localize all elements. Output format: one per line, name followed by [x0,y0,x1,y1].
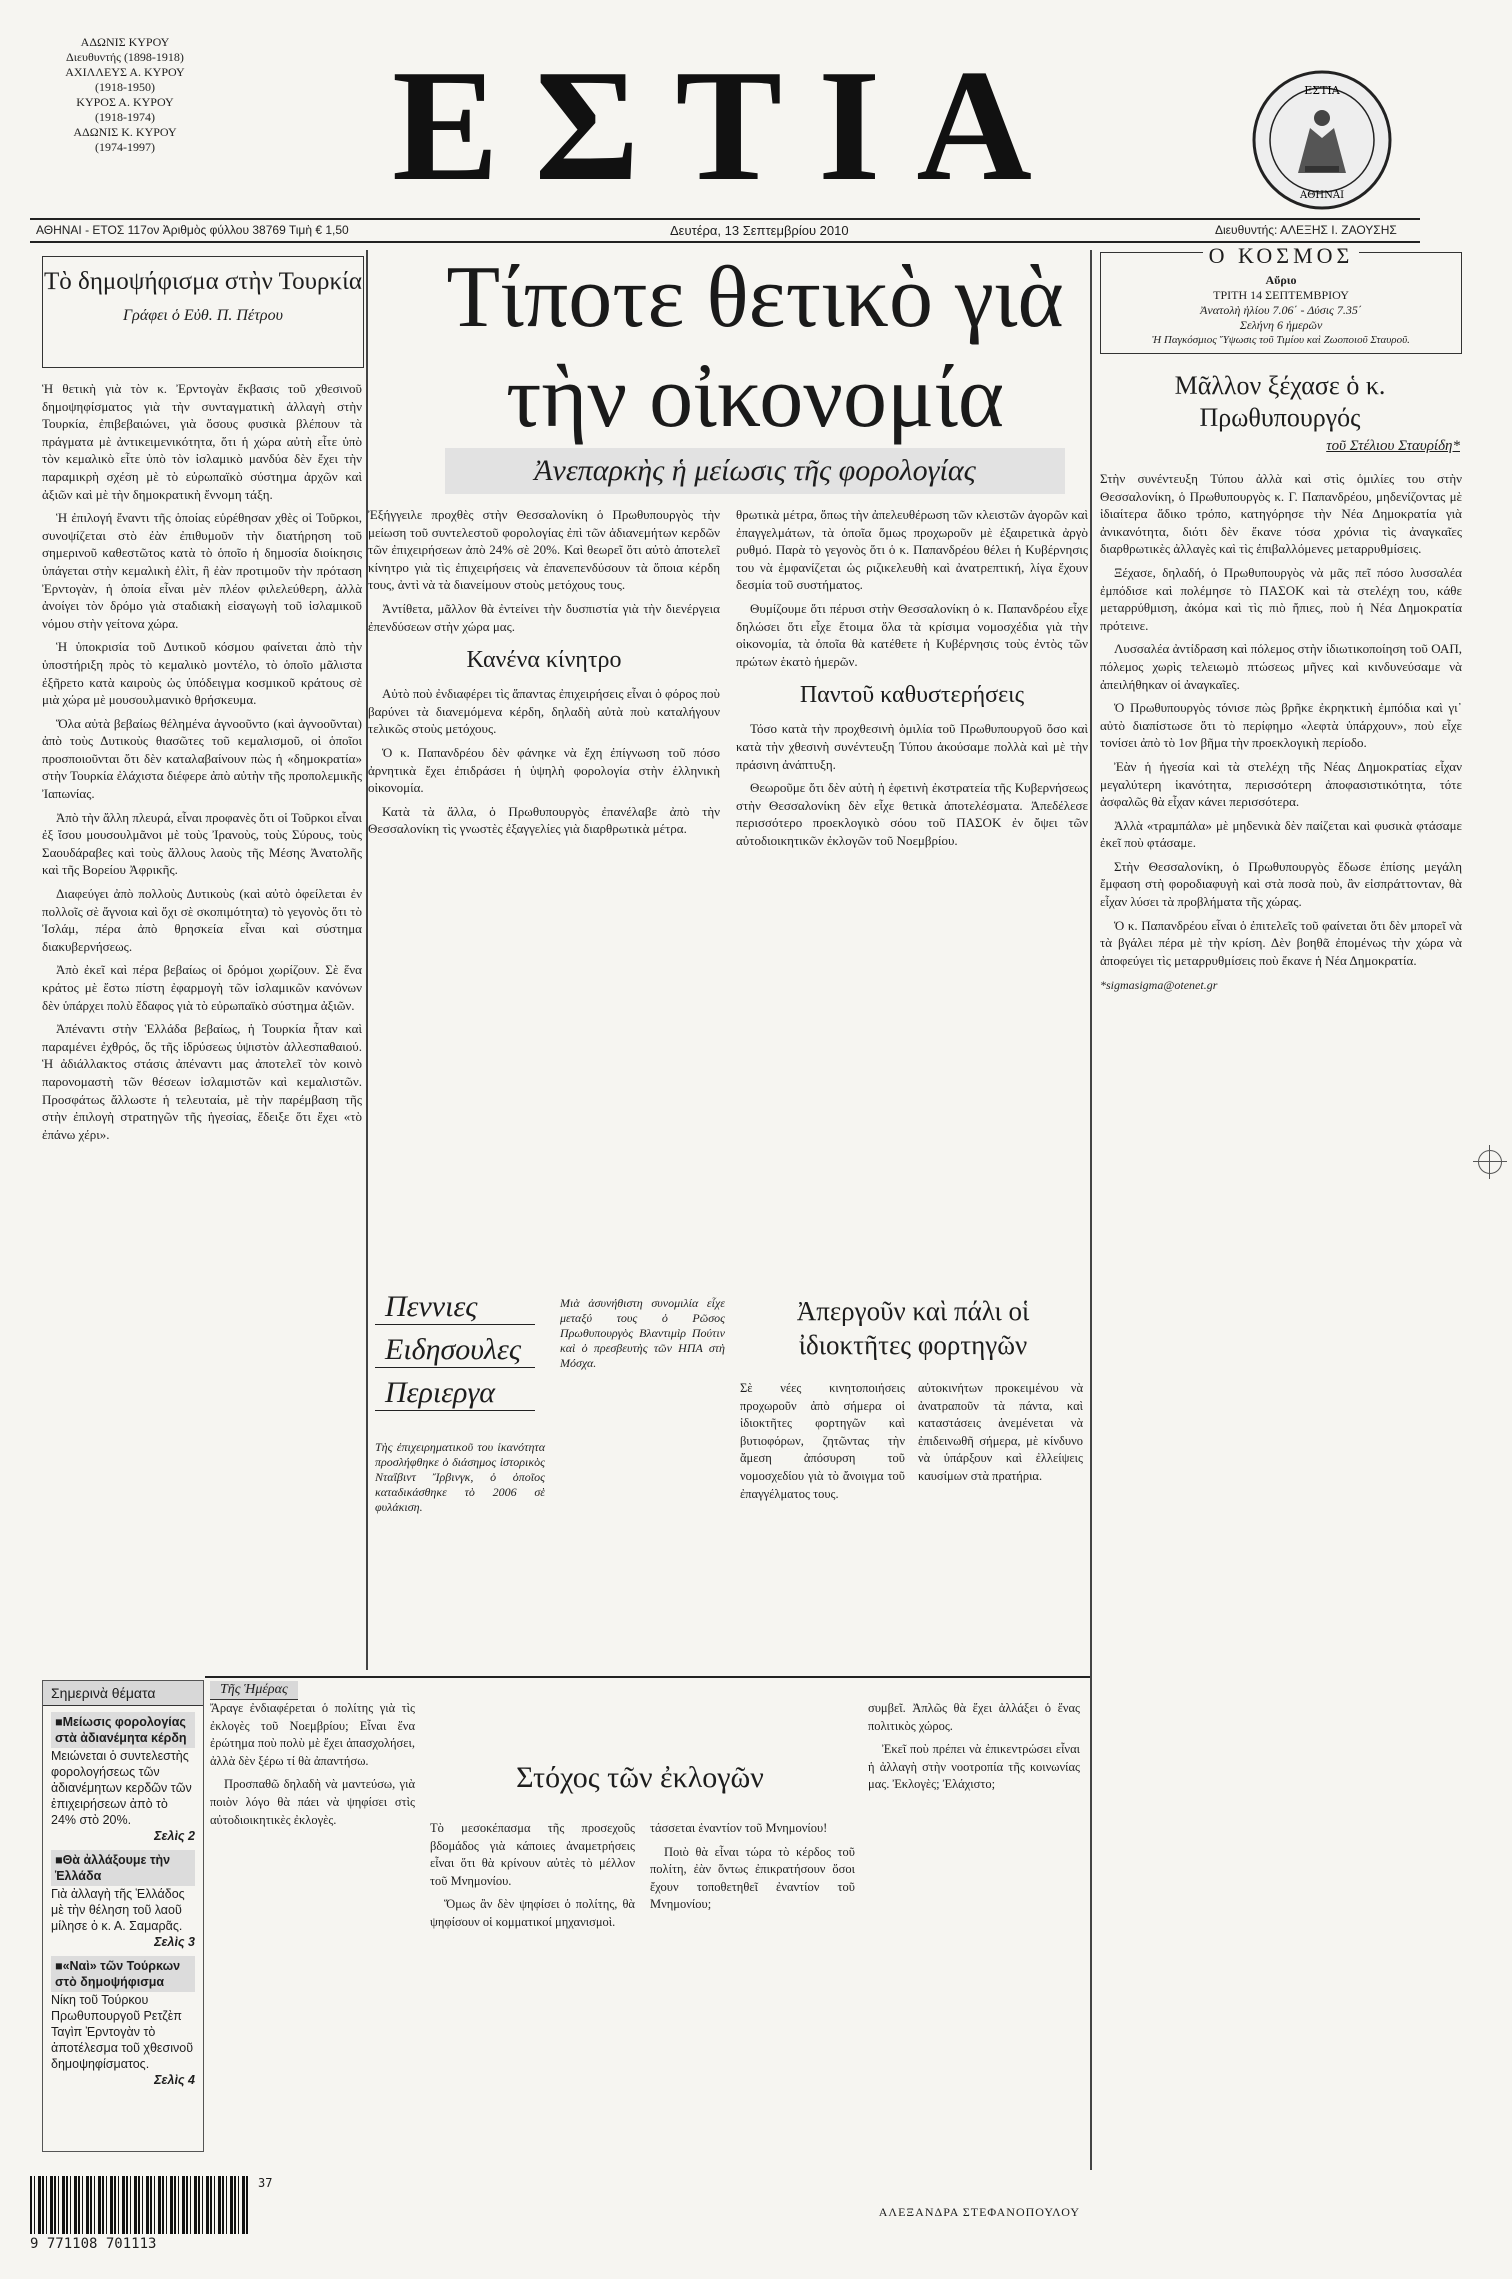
paragraph: συμβεῖ. Ἀπλῶς θὰ ἔχει ἀλλάξει ὁ ἕνας πολιτικὸς χώρος. [868,1701,1080,1733]
topic-head: ■ Μείωσις φορολογίας στὰ ἀδιανέμητα κέρδη [51,1712,195,1748]
registration-mark-icon [1478,1150,1502,1174]
paragraph: Θυμίζουμε ὅτι πέρυσι στὴν Θεσσαλονίκη ὁ κ. Παπανδρέου εἶχε δηλώσει ὅτι εἶχε ἕτοιμα ὅλα τὰ κρίσιμα νομοσχέδια γιὰ τὴν οἰκονομία, τὰ ὁποῖα θὰ κατέθετε ἡ Κυβέρνησις τοὺς ἐντὸς τῶν πρώτων ἑκατὸ ἡμερῶν. [736,600,1088,669]
paragraph: Ἡ θετικὴ γιὰ τὸν κ. Ἐρντογὰν ἔκβασις τοῦ χθεσινοῦ δημοψηφίσματος γιὰ τὴν συνταγματικὴ ἀλλαγὴ στὴν Τουρκία, ἐπιβεβαιώνει, γιὰ ὅσους φυσικὰ βλέπουν τὰ πράγματα μὲ ἀντικειμενικότητα, ὅτι ἡ χώρα αὐτὴ εἶτε ὑπὸ τὸν κεμαλικὸ εἶτε ὑπὸ τὸν ἰσλαμικὸ μανδύα δὲν ἔχει τὴν παραμικρὴ σχέση μὲ τὸ εὐρωπαϊκὸ σύστημα ἀρχῶν καὶ ἀξιῶν καὶ μὲ τὴν δημοκρατικὴ ἔννομη τάξη. [42,381,362,502]
topic-page: Σελὶς 2 [154,1829,195,1843]
founder-line: (1974-1997) [95,140,155,154]
topic-head: ■ «Ναὶ» τῶν Τούρκων στὸ δημοψήφισμα [51,1956,195,1992]
paragraph: Λυσσαλέα ἀντίδραση καὶ πόλεμος στὴν ἰδιωτικοποίηση τοῦ ΟΑΠ, πόλεμος χωρὶς τελειωμὸ πτώσεως μῆνες καὶ κινδυνεύσαμε νὰ ἀπειλήθηκαν οἱ ἀναγκαῖες. [1100,641,1462,692]
column-divider [1090,250,1092,2170]
tis-imeras-col1 [210,1700,415,1835]
founder-line: ΚΥΡΟΣ Α. ΚΥΡΟΥ [76,95,174,109]
main-article-col2 [736,506,1088,1266]
founder-line: Διευθυντής (1898-1918) [66,50,184,64]
left-article-title: Τὸ δημοψήφισμα στὴν Τουρκία [44,268,362,295]
issue-date: Δευτέρα, 13 Σεπτεμβρίου 2010 [670,223,849,238]
section-heading: Κανένα κίνητρο [466,647,622,674]
paragraph: Διαφεύγει ἀπὸ πολλοὺς Δυτικοὺς (καὶ αὐτὸ ὀφείλεται ἐν πολλοῖς σὲ ἄγνοια καὶ ὄχι σὲ σκοπιμότητα) τὸ γεγονὸς ὅτι τὸ Ἰσλάμ, πέρα ἀπὸ θρησκεία εἶναι καὶ σύστημα διακυβερνήσεως. [42,886,362,954]
topic-text: Μειώνεται ὁ συντελεστὴς φορολογήσεως τῶν ἀδιανέμητων κερδῶν τῶν ἐπιχειρήσεων ἀπὸ τὸ 24% στὸ 20%. [51,1749,192,1827]
today-topics-title: Σημερινὰ θέματα [43,1681,203,1706]
topic-head: ■ Θὰ ἀλλάξουμε τὴν Ἑλλάδα [51,1850,195,1886]
paragraph: Ἄραγε ἐνδιαφέρεται ὁ πολίτης γιὰ τὶς ἐκλογὲς τοῦ Νοεμβρίου; Εἶναι ἕνα ἐρώτημα ποὺ πολὺ μὲ ἔχει ἀπασχολήσει, ἀλλὰ δὲν ξέρω τί θὰ ἀπαντήσω. [210,1701,415,1768]
issue-info: ΑΘΗΝΑΙ - ΕΤΟΣ 117ον Ἀριθμὸς φύλλου 38769 Τιμὴ € 1,50 [36,223,349,237]
director-name: Διευθυντής: ΑΛΕΞΗΣ Ι. ΖΑΟΥΣΗΣ [1215,223,1397,237]
paragraph: Ὁ κ. Παπανδρέου δὲν φάνηκε νὰ ἔχη ἐπίγνωση τοῦ πόσο ἀρνητικὰ ἔχει ἐπιδράσει ἡ ὑψηλὴ φορολογία στὴν ἑλληνικὴ οἰκονομία. [368,744,720,796]
kosmos-title: Ο ΚΟΣΜΟΣ [1203,243,1360,268]
barcode [30,2176,310,2266]
right-article-title: Μᾶλλον ξέχασε ὁ κ. Πρωθυπουργός [1174,371,1386,432]
topic-page: Σελὶς 4 [154,2073,195,2087]
kosmos-moon: Σελήνη 6 ἡμερῶν [1239,318,1323,332]
pennies-label: Ειδησουλες [375,1333,535,1368]
main-article-col1 [368,506,720,1266]
paragraph: Ἀπέναντι στὴν Ἑλλάδα βεβαίως, ἡ Τουρκία ἦταν καὶ παραμένει ἐχθρός, ὅς τῆς ἰδρύσεως ὑψιστὸν ἀλλεσπαθαιού. Ἡ ἀδιάλλακτος στάσις ἀπέναντι μας ἀποτελεῖ τὸν κοινὸ παρονομαστὴ τῶν θέσεων ἰσλαμιστῶν καὶ κεμαλιστῶν. Προσφάτως ἄλλωστε ἡ τελευταία, μὲ τὴν παρέμβαση τῆς στὴν ἐπιλογὴ στρατηγῶν τῆς ἡγεσίας, ἔδειξε ὅτι ἔχει «τὸ ἐπάνω χέρι». [42,1021,362,1142]
paragraph: Ὁ Πρωθυπουργὸς τόνισε πὼς βρῆκε ἐκρηκτικὴ ἐμπόδια καὶ γι᾿ αὐτὸ διαπίστωσε ὅτι τὸ περίφημο «λεφτὰ ὑπάρχουν», ποὺ εἶχε τονίσει ἀπὸ τὸ 1ον βῆμα τὴν προεκλογικὴ περίοδο. [1100,700,1462,751]
right-article-footnote: *sigmasigma@otenet.gr [1100,978,1218,993]
barcode-number: 9 771108 701113 [30,2236,157,2252]
tis-imeras-title: Στόχος τῶν ἐκλογῶν [516,1761,764,1794]
paragraph: Ἡ ἐπιλογή ἔναντι τῆς ὁποίας εὑρέθησαν χθὲς οἱ Τοῦρκοι, συνοψίζεται στὸ ἐὰν ἐπιθυμοῦν τὴν διατήρηση τοῦ σημερινοῦ καθεστῶτος κατὰ τὸ ὁποῖο ἡ δημοσία διοίκησις ὑπάγεται στὴν κεμαλικὴ ἐλὶτ, ἢ ἐὰν προτιμοῦν τὴν πρόταση Ἐρντογὰν, ἡ ὁποία εἶναι μὲν πλέον φιλελεύθερη, ἀλλὰ ἀνοίγει τὸν δρόμο γιὰ σταδιακὴ εἰσαγωγὴ τοῦ ἰσλαμικοῦ νόμου στὴν γείτονα χώρα. [42,510,362,631]
topic-item[interactable] [51,1956,195,2088]
paragraph: Ἐξήγγειλε προχθὲς στὴν Θεσσαλονίκη ὁ Πρωθυπουργὸς τὴν μείωση τοῦ συντελεστοῦ φορολογίας ἐπὶ τῶν ἀδιανεμήτων κερδῶν τῶν ἐπιχειρήσεων ἀπὸ 24% σὲ 20%. Καὶ θεωρεῖ ὅτι αὐτὸ ἀποτελεῖ κίνητρο γιὰ τὶς ἐπιχειρήσεις νὰ ἐπανεπενδύσουν τὰ ὅποια κέρδη τους, ἀντὶ νὰ τὰ διανείμουν στοὺς μετόχους τους. [368,507,720,593]
tis-imeras-col4 [868,1700,1080,1800]
paragraph: Ἀλλὰ «τραμπάλα» μὲ μηδενικὰ δὲν παίζεται καὶ φυσικὰ φτάσαμε ἐκεῖ ποὺ φτάσαμε. [1100,817,1462,851]
seal-text-top: ΕΣΤΙΑ [1304,84,1340,97]
paragraph: Ἐκεῖ ποὺ πρέπει νὰ ἐπικεντρώσει εἶναι ἡ ἀλλαγὴ στὴν νοοτροπία τῆς κοινωνίας μας. Ἐκλογὲς; Ἐλάχιστο; [868,1742,1080,1792]
founder-line: (1918-1950) [95,80,155,94]
kosmos-box [1100,243,1462,354]
topic-page: Σελὶς 3 [154,1935,195,1949]
paragraph: Ποιὸ θὰ εἶναι τώρα τὸ κέρδος τοῦ πολίτη, ἐὰν ὅντως ἐπικρατήσουν ὅσοι ἔχουν τοποθετηθεῖ ἐναντίον τοῦ Μνημονίου; [650,1844,855,1912]
pennies-labels [375,1290,555,1411]
right-article-header [1100,370,1460,455]
paragraph: Ὅλα αὐτὰ βεβαίως θέλημένα ἀγνοοῦντο (καὶ ἀγνοοῦνται) ἀπὸ τοὺς Δυτικοὺς θιασῶτες τοῦ κεμαλισμοῦ, οἱ ὁποῖοι προσποιοῦνται ὅτι δὲν καταλαβαίνουν πὼς ἡ «δημοκρατία» στὴν Τουρκία ἐλάχιστα διέφερε ἀπὸ αὐτὴν τῆς προπολεμικῆς Ἰαπωνίας. [42,715,362,802]
strike-article-title: Ἀπεργοῦν καὶ πάλι οἱ ἰδιοκτῆτες φορτηγῶν [796,1296,1030,1360]
paragraph: Ἀπὸ ἐκεῖ καὶ πέρα βεβαίως οἱ δρόμοι χωρίζουν. Σὲ ἕνα κράτος μὲ ἔστω πίστη ἐφαρμογὴ τῶν ἰσλαμικῶν κανόνων δὲν ὑπάρχει πολὺ ἔδαφος γιὰ τὸ εὐρωπαϊκὸ σύστημα ἀξιῶν. [42,962,362,1013]
founder-line: ΑΔΩΝΙΣ Κ. ΚΥΡΟΥ [73,125,177,139]
main-subhead: Ἀνεπαρκὴς ἡ μείωσις τῆς φορολογίας [445,448,1065,494]
section-heading: Παντοῦ καθυστερήσεις [799,682,1025,709]
topic-text: Νίκη τοῦ Τούρκου Πρωθυπουργοῦ Ρετζὲπ Ταγὶπ Ἐρντογὰν τὸ ἀποτέλεσμα τοῦ χθεσινοῦ δημοψηφίσματος. [51,1993,194,2071]
pennies-label: Πεννιες [375,1290,535,1325]
column-divider [366,250,368,1670]
paragraph: Ξέχασε, δηλαδή, ὁ Πρωθυπουργὸς νὰ μᾶς πεῖ πόσο λυσσαλέα ἐμπόδισε καὶ πολέμησε τὸ ΠΑΣΟΚ καὶ τὰ στελέχη του, κάθε μεταρρύθμιση, ἀκόμα καὶ τὶς πιὸ ἤπιες, ποὺ ἡ Νέα Δημοκρατία πρότεινε. [1100,564,1462,633]
founder-line: ΑΧΙΛΛΕΥΣ Α. ΚΥΡΟΥ [65,65,185,79]
left-article-header [42,256,364,368]
paragraph: Ὅμως ἂν δὲν ψηφίσει ὁ πολίτης, θὰ ψηφίσουν οἱ κομματικοί μηχανισμοὶ. [430,1897,635,1929]
tis-imeras-signature: ΑΛΕΞΑΝΔΡΑ ΣΤΕΦΑΝΟΠΟΥΛΟΥ [878,2205,1080,2219]
paragraph: Τόσο κατὰ τὴν προχθεσινὴ ὁμιλία τοῦ Πρωθυπουργοῦ ὅσο καὶ κατὰ τὴν χθεσινὴ συνέντευξη Τύπου ἀκούσαμε πολλὰ καὶ μὲ τὴν πράσινη ἀνάπτυξη. [736,721,1088,772]
paragraph: Κατὰ τὰ ἄλλα, ὁ Πρωθυπουργὸς ἐπανέλαβε ἀπὸ τὴν Θεσσαλονίκη τὶς γνωστὲς ἐξαγγελίες γιὰ διαρθρωτικὰ μέτρα. [368,803,720,837]
topic-text: Γιὰ ἀλλαγὴ τῆς Ἑλλάδος μὲ τὴν θέληση τοῦ λαοῦ μίλησε ὁ κ. Α. Σαμαρᾶς. [51,1887,185,1933]
masthead-title: ΕΣΤΙΑ [392,36,1068,214]
tis-imeras-col2 [430,1820,635,1938]
paragraph: τάσσεται ἐναντίον τοῦ Μνημονίου! [650,1821,828,1835]
topic-item[interactable] [51,1712,195,1844]
pennies-item-2: Μιὰ ἀσυνήθιστη συνομιλία εἶχε μεταξύ τους ὁ Ρῶσος Πρωθυπουργὸς Βλαντιμὶρ Πούτιν καὶ ὁ πρεσβευτὴς τῶν ΗΠΑ στὴ Μόσχα. [560,1296,725,1370]
kosmos-sun: Ἀνατολὴ ἡλίου 7.06΄ - Δύσις 7.35΄ [1200,303,1362,317]
pennies-item-1: Τὴς ἐπιχειρηματικοῦ του ἰκανότητα προσλήφθηκε ὁ διάσημος ἱστορικὸς Νταΐβιντ Ἴρβινγκ, ὁ ὁποῖος καταδικάσθηκε τὸ 2006 σὲ φυλάκιση. [375,1440,545,1514]
founders-list [40,35,210,155]
kosmos-feast: Ἡ Παγκόσμιος Ὕψωσις τοῦ Τιμίου καὶ Ζωοποιοῦ Σταυροῦ. [1152,334,1410,346]
paragraph: Προσπαθῶ δηλαδὴ νὰ μαντεύσω, γιὰ ποιὸν λόγο θὰ πάει νὰ ψηφίσει στὶς αὐτοδιοικητικὲς ἐκλογὲς. [210,1777,415,1827]
paragraph: Τὸ μεσοκέπασμα τῆς προσεχοῦς βδομάδος γιὰ κάποιες ἀναμετρήσεις εἶναι ὅτι θὰ κρίνουν αὐτὲς τὸ μέλλον τοῦ Μνημονίου. [430,1821,635,1888]
strike-article-col2: αὐτοκινήτων προκειμένου νὰ ἀνατραποῦν τὰ πάντα, καὶ καταστάσεις ἀνεμένεται νὰ ἐπιδεινωθῆ σήμερα, μὲ κίνδυνο νὰ ὑπάρξουν καὶ ἐλλείψεις καυσίμων στὰ πρατήρια. [918,1381,1083,1483]
topic-item[interactable] [51,1850,195,1950]
paragraph: Αὐτὸ ποὺ ἐνδιαφέρει τὶς ἅπαντας ἐπιχειρήσεις εἶναι ὁ φόρος ποὺ βαρύνει τὰ διανεμόμενα κέρδη, δηλαδὴ αὐτὰ ποὺ καταλήγουν τελικῶς στοὺς μετόχους. [368,686,720,737]
paragraph: Ἀντίθετα, μᾶλλον θὰ ἐντείνει τὴν δυσπιστία γιὰ τὴν διενέργεια ἐπενδύσεων στὴν χώρα μας. [368,600,720,634]
pennies-label: Περιεργα [375,1376,535,1411]
strike-article-col1: Σὲ νέες κινητοποιήσεις προχωροῦν ἀπὸ σήμερα οἱ ἰδιοκτῆτες φορτηγῶν καὶ βυτιοφόρων, ζητῶντας τὴν ἄμεση ἀπόσυρση τοῦ νομοσχεδίου γιὰ τὸ ἄνοιγμα τοῦ ἐπαγγέλματος τους. [740,1381,905,1501]
paragraph: Στὴν Θεσσαλονίκη, ὁ Πρωθυπουργὸς ἔδωσε ἐπίσης μεγάλη ἔμφαση στὴ φοροδιαφυγὴ καὶ στὰ ποσὰ ποὺ, ἂν εἰσπράττονταν, θὰ εἶχαν λύσει τὰ προβλήματα τῆς χώρας. [1100,858,1462,910]
kosmos-tomorrow: Αὔριο [1265,273,1297,287]
founder-line: (1918-1974) [95,110,155,124]
right-article-byline: τοῦ Στέλιου Σταυρίδη* [1326,438,1460,454]
seal-text-bottom: ΑΘΗΝΑΙ [1299,190,1345,201]
barcode-bars-icon [30,2176,250,2234]
tis-imeras-label: Τῆς Ἡμέρας [210,1681,298,1700]
paragraph: Ἡ ὑποκρισία τοῦ Δυτικοῦ κόσμου φαίνεται ἀπὸ τὴν ὑποστήριξη πρὸς τὸ κεμαλικὸ μοντέλο, τὸ ὁποῖο μᾶλιστα ἐξῆρετο κατὰ καιροὺς ὡς ὑπόδειγμα κοσμικοῦ κράτους σὲ μιὰ χώρα μὲ μουσουλμανικὸ θρήσκευμα. [42,639,362,708]
seal-logo-icon [1250,68,1395,213]
paragraph: Ἀπὸ τὴν ἄλλη πλευρά, εἶναι προφανὲς ὅτι οἱ Τοῦρκοι εἶναι ἐξ ἴσου μουσουλμᾶνοι μὲ τοὺς Ἰρανοὺς, τοὺς Σύρους, τοὺς Σαουδάραβες καὶ τοὺς ἄλλους λαοὺς τῆς Μέσης Ἀνατολῆς καὶ τῆς Βορείου Ἀφρικῆς. [42,809,362,878]
today-topics-box [42,1680,204,2152]
kosmos-date: ΤΡΙΤΗ 14 ΣΕΠΤΕΜΒΡΙΟΥ [1213,288,1349,302]
bottom-section-rule [205,1676,1090,1678]
main-headline: Τίποτε θετικὸ γιὰ τὴν οἰκονομία [446,249,1064,446]
right-article-body [1100,470,1462,2170]
paragraph: Ὁ κ. Παπανδρέου εἶναι ὁ ἐπιτελεῖς τοῦ φαίνεται ὅτι δὲν μπορεῖ νὰ τὰ βγάλει πέρα μὲ τὴν κρίση. Δὲν βοηθᾶ ἐπομένως τὴν χώρα νὰ ἀποφεύγει τὶς μεταρρυθμίσεις ποὺ ἔκανε ἡ Νέα Δημοκρατία. [1100,917,1462,968]
info-bar [30,220,1420,240]
paragraph: Ἐὰν ἡ ἡγεσία καὶ τὰ στελέχη τῆς Νέας Δημοκρατίας εἶχαν μεγαλύτερη ἱκανότητα, περισσότερη ἀποφασιστικότητα, τότε ἀσφαλῶς θὰ εἶχαν κάνει περισσότερα. [1100,758,1462,810]
founder-line: ΑΔΩΝΙΣ ΚΥΡΟΥ [80,35,170,49]
tis-imeras-section [210,1680,1080,1700]
paragraph: Στὴν συνέντευξη Τύπου ἀλλὰ καὶ στὶς ὁμιλίες του στὴν Θεσσαλονίκη, ὁ Πρωθυπουργὸς κ. Γ. Παπανδρέου, μηδενίζοντας μὲ ἰδιαίτερα ἄδικο τρόπο, κατηγόρησε τὴν Νέα Δημοκρατία γιὰ ἀνικανότητα, διότι δὲν ἔκανε τόσα χρόνια τὶς ἀναγκαῖες διαρθρωτικὲς ἀλλαγὲς καὶ τὶς ἐπιβαλλόμενες μεταρρυθμίσεις. [1100,471,1462,557]
left-article-body [42,380,362,1640]
tis-imeras-col3 [650,1820,855,1920]
paragraph: Θεωροῦμε ὅτι δὲν αὐτὴ ἡ ἐφετινὴ ἐκστρατεία τῆς Κυβερνήσεως στὴν Θεσσαλονίκη δὲν εἶχε θετικὰ ἀποτελέσματα. Ἀπεδέλεσε περισσότερο προεκλογικὸ σόου τοῦ ΠΑΣΟΚ ἐν ὄψει τῶν αὐτοδιοικητικῶν ἐκλογῶν τοῦ Νοεμβρίου. [736,780,1088,848]
left-article-byline: Γράφει ὁ Εὐθ. Π. Πέτρου [123,307,283,324]
barcode-addon: 37 [258,2176,273,2190]
paragraph: θρωτικὰ μέτρα, ὅπως τὴν ἀπελευθέρωση τῶν κλειστῶν ἀγορῶν καὶ ἐπαγγελμάτων, τὰ ὁποῖα ὅμως προχωροῦν μὲ ἐξαιρετικὰ ἀργὸ ρυθμό. Παρὰ τὸ γεγονὸς ὅτι ὁ κ. Παπανδρέου θέλει ἡ Κυβέρνησις του νὰ ἐμφανίζεται ὡς ριζικελευθὴ καὶ ἀνατρεπτική, λίγα ἔχουν δεσμία τοῦ συστήματος. [736,507,1088,593]
